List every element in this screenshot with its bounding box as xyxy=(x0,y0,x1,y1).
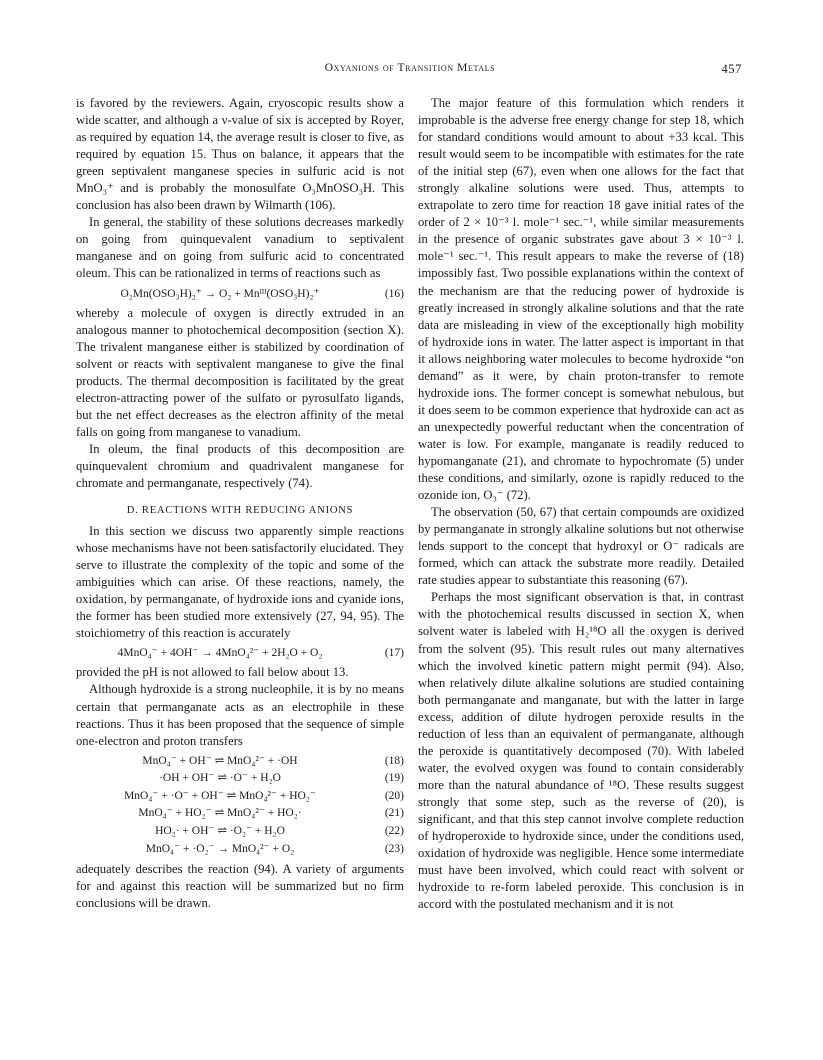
equation-number: (18) xyxy=(384,754,404,767)
paragraph: The observation (50, 67) that certain compounds are oxidized by permanganate in strongly alkaline solutions but not otherwise lends support to the concept that hydroxyl or O⁻ radicals are formed, which can attack the substrate more readily. Detailed rate studies appear to substantiate this reasoning (67). xyxy=(418,505,744,588)
equation-16 xyxy=(76,286,404,303)
paragraph: In general, the stability of these solutions decreases markedly on going from quinquevalent vanadium to septivalent manganese and on going from sulfuric acid to concentrated oleum. This can be rationalized in terms of reactions such as xyxy=(76,215,404,281)
paragraph: adequately describes the reaction (94). A variety of arguments for and against this reaction will be summarized but no firm conclusions will be drawn. xyxy=(76,862,404,911)
equation-23 xyxy=(76,841,404,859)
left-column xyxy=(76,95,404,912)
equation-19 xyxy=(76,770,404,788)
equation-number: (19) xyxy=(384,772,404,785)
paragraph: Perhaps the most significant observation is that, in contrast with the photochemical results discussed in section X, when solvent water is labeled with H₂¹⁸O all the oxygen is derived from the solvent (95). This result rules out many alternatives which the involved kinetic pattern might permit (94). Also, when relatively dilute alkaline solutions are studied containing both permanganate and manganate, but with the latter in large excess, addition of dilute hydrogen peroxide results in the reduction of less than an equivalent of permanganate, although the peroxide is quantitatively decomposed (70). With labeled water, the evolved oxygen was found to contain considerably more than the natural abundance of ¹⁸O. These results suggest strongly that some step, such as the reverse of (20), is significant, and that this step cannot involve complete reduction of hydroperoxide to hydroxide since, under the conditions used, oxidation of hydroxide was negligible. Hence some intermediate must have been involved, which could react with solvent or hydroxide to re-form labeled peroxide. This conclusion is in accord with the postulated mechanism and it is not xyxy=(418,590,744,912)
paragraph: In oleum, the final products of this decomposition are quinquevalent chromium and quadrivalent manganese for chromate and permanganate, respectively (74). xyxy=(76,441,404,490)
page-number: 457 xyxy=(721,62,742,76)
running-title: Oxyanions of Transition Metals xyxy=(324,62,496,74)
equation-expression: 4MnO₄⁻ + 4OH⁻ → 4MnO₄²⁻ + 2H₂O + O₂ xyxy=(117,647,323,660)
paragraph: is favored by the reviewers. Again, cryoscopic results show a wide scatter, and although a ν-value of six is accepted by Royer, as required by equation 14, the average result is closer to five, as required by equation 15. Thus on balance, it appears that the green septivalent manganese species in sulfuric acid is not MnO₃⁺ and is probably the monosulfate O₃MnOSO₃H. This conclusion has also been drawn by Wilmarth (106). xyxy=(76,96,404,213)
equation-number: (17) xyxy=(384,647,404,660)
equation-number: (21) xyxy=(384,807,404,820)
equation-number: (20) xyxy=(384,789,404,802)
equation-number: (16) xyxy=(384,287,404,300)
equation-block xyxy=(76,753,404,859)
equation-number: (23) xyxy=(384,842,404,855)
running-head xyxy=(78,62,742,78)
paragraph: In this section we discuss two apparently simple reactions whose mechanisms have not been satisfactorily elucidated. They serve to illustrate the complexity of the topic and some of the ambiguities which can arise. Of these reactions, namely, the oxidation, by permanganate, of hydroxide ions and cyanide ions, the former has been studied more extensively (27, 94, 95). The stoichiometry of this reaction is accurately xyxy=(76,524,404,641)
equation-expression: MnO₄⁻ + ·O⁻ + OH⁻ ⇌ MnO₄²⁻ + HO₂⁻ xyxy=(124,789,316,802)
paragraph: provided the pH is not allowed to fall below about 13. xyxy=(76,665,349,680)
equation-20 xyxy=(76,788,404,806)
equation-expression: O₂Mn(OSO₃H)₂⁺ → O₂ + Mnᴵᴵᴵ(OSO₃H)₂⁺ xyxy=(120,287,320,300)
paragraph: whereby a molecule of oxygen is directly extruded in an analogous manner to photochemical decomposition (section X). The trivalent manganese either is stabilized by coordination of solvent or reacts with septivalent manganese to give the final products. The thermal decomposition is facilitated by the great electron-attracting power of the sulfato or pyrosulfato ligands, but the net effect decreases as the electron affinity of the metal falls on going from manganese to vanadium. xyxy=(76,305,404,439)
equation-expression: MnO₄⁻ + HO₂⁻ ⇌ MnO₄²⁻ + HO₂· xyxy=(138,807,302,820)
equation-expression: HO₂· + OH⁻ ⇌ ·O₂⁻ + H₂O xyxy=(155,825,285,838)
paragraph: The major feature of this formulation which renders it improbable is the adverse free energy change for step 18, which for standard conditions would amount to about +33 kcal. This result would seem to be incompatible with estimates for the rate of the initial step (67), even when one allows for the fact that strongly alkaline solutions were used. Thus, attempts to extrapolate to zero time for reaction 18 gave initial rates of the order of 2 × 10⁻³ l. mole⁻¹ sec.⁻¹, while similar measurements in the presence of organic substrates gave about 3 × 10⁻³ l. mole⁻¹ sec.⁻¹. This result appears to make the reverse of (18) impossibly fast. Two possible explanations within the context of the mechanism are that the reducing power of hydroxide is greatly increased in strongly alkaline solutions and that the rate data are misleading in view of the exceptionally high mobility of hydroxide ions in water. The latter aspect is important in that it allows neighboring water molecules to become hydroxide “on demand” as it were, by chain proton-transfer to remote hydroxide ions. The former concept is somewhat nebulous, but it does seem to be common experience that hydroxide can act as an unexpectedly powerful reductant when the concentration of water is low. For example, manganate is readily reduced to hypomanganate (21), and chromate to hypochromate (5) under these conditions, and similarly, ozone is rapidly reduced to the ozonide ion, O₃⁻ (72). xyxy=(418,96,744,503)
equation-expression: ·OH + OH⁻ ⇌ ·O⁻ + H₂O xyxy=(159,772,281,785)
equation-21 xyxy=(76,805,404,823)
equation-number: (22) xyxy=(384,825,404,838)
equation-expression: MnO₄⁻ + ·O₂⁻ → MnO₄²⁻ + O₂ xyxy=(145,842,295,855)
paragraph: Although hydroxide is a strong nucleophile, it is by no means certain that permanganate acts as an electrophile in these reactions. Thus it has been proposed that the sequence of simple one-electron and proton transfers xyxy=(76,682,404,748)
equation-18 xyxy=(76,753,404,771)
equation-expression: MnO₄⁻ + OH⁻ ⇌ MnO₄²⁻ + ·OH xyxy=(142,754,298,767)
equation-17 xyxy=(76,645,404,662)
equation-22 xyxy=(76,823,404,841)
section-heading: D. REACTIONS WITH REDUCING ANIONS xyxy=(126,505,354,517)
right-column xyxy=(418,95,744,913)
